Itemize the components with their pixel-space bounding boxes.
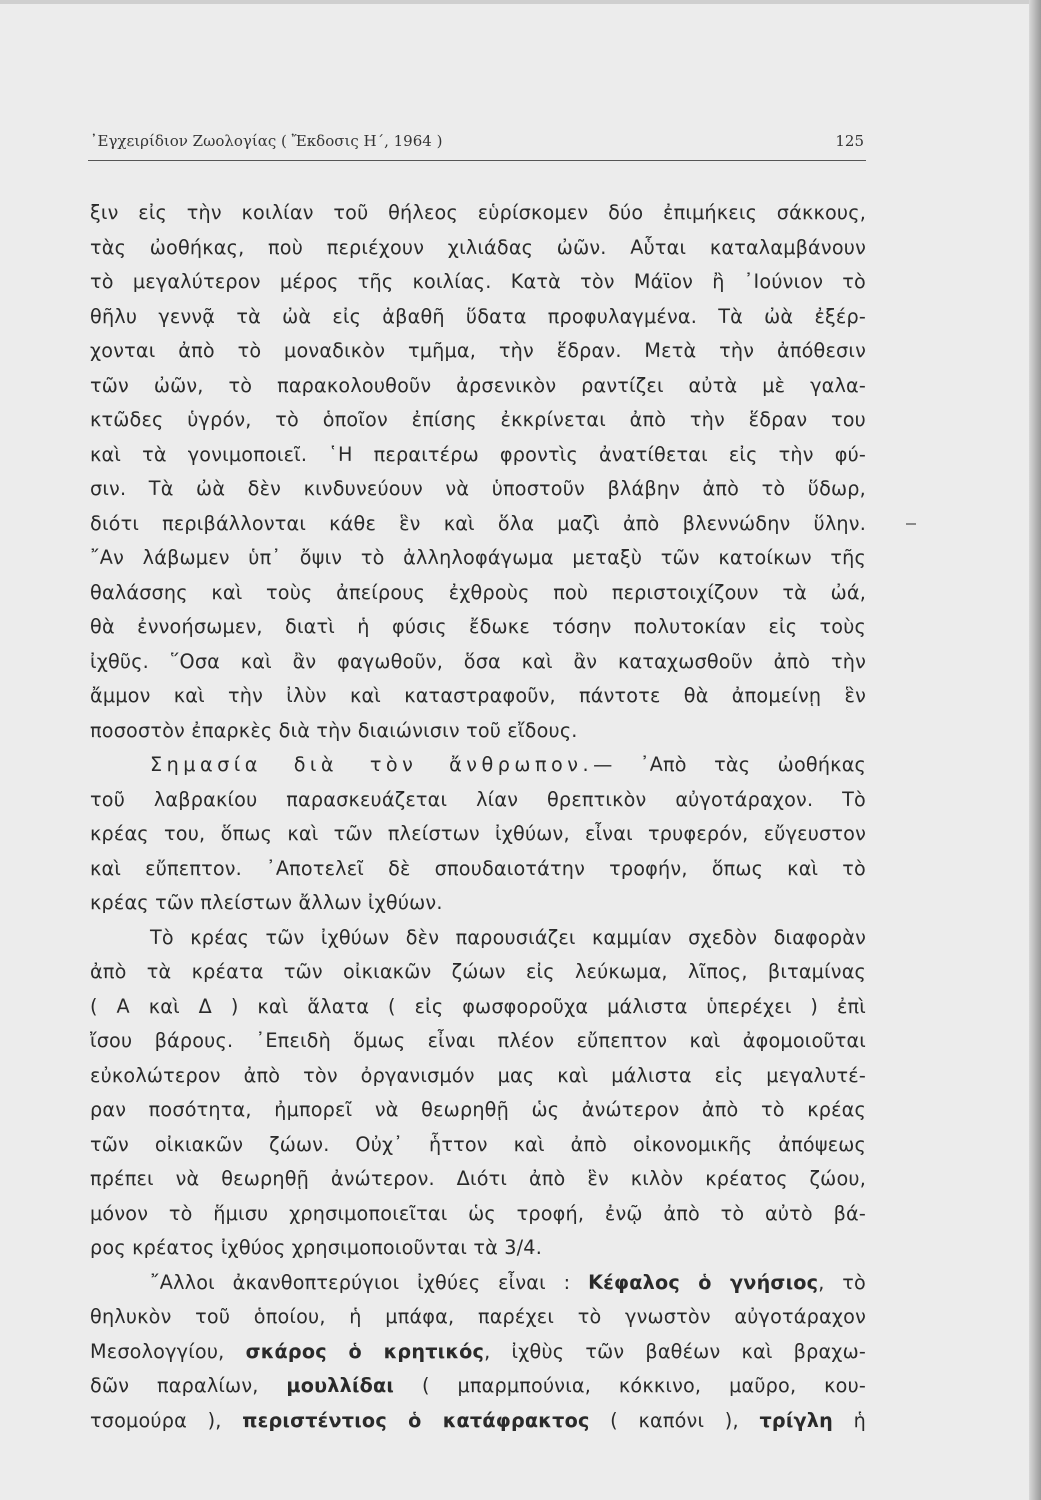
text-line: πρέπει νὰ θεωρηθῇ ἀνώτερον. Διότι ἀπὸ ἓν κιλὸν κρέατος ζώου,: [90, 1167, 866, 1190]
text-line: τοῦ λαβρακίου παρασκευάζεται λίαν θρεπτικὸν αὐγοτάραχον. Τὸ: [90, 787, 866, 811]
text-line: χονται ἀπὸ τὸ μοναδικὸν τμῆμα, τὴν ἕδραν. Μετὰ τὴν ἀπόθεσιν: [90, 339, 866, 362]
text-line: ξιν εἰς τὴν κοιλίαν τοῦ θήλεος εὑρίσκομεν δύο ἐπιμήκεις σάκκους,: [90, 201, 866, 224]
section-heading: Σημασία διὰ τὸν ἄνθρωπον.: [150, 753, 594, 776]
text-span: ( μπαρμπούνια, κόκκινο, μαῦρο, κου-: [394, 1374, 866, 1397]
text-line: ( Α καὶ Δ ) καὶ ἅλατα ( εἰς φωσφοροῦχα μάλιστα ὑπερέχει ) ἐπὶ: [90, 994, 866, 1018]
text-line: σιν. Τὰ ὠὰ δὲν κινδυνεύουν νὰ ὑποστοῦν βλάβην ἀπὸ τὸ ὕδωρ,: [90, 477, 866, 500]
text-line: ἰχθῦς. ῞Οσα καὶ ἂν φαγωθοῦν, ὅσα καὶ ἂν καταχωσθοῦν ἀπὸ τὴν: [90, 649, 866, 673]
page-right-edge: [1029, 0, 1041, 1500]
text-line: [90, 1266, 866, 1301]
text-line: μόνον τὸ ἥμισυ χρησιμοποιεῖται ὡς τροφή, ἐνῷ ἀπὸ τὸ αὐτὸ βά-: [90, 1201, 866, 1225]
species-name: σκάρος ὁ κρητικός: [245, 1339, 485, 1363]
text-line: ἄμμον καὶ τὴν ἰλὺν καὶ καταστραφοῦν, πάντοτε θὰ ἀπομείνῃ ἓν: [90, 684, 866, 707]
text-line: ῎Αν λάβωμεν ὑπ᾿ ὄψιν τὸ ἀλληλοφάγωμα μεταξὺ τῶν κατοίκων τῆς: [90, 546, 866, 569]
header-title: ᾿Εγχειρίδιον Ζωολογίας ( Ἔκδοσις Η΄, 1964 ): [90, 132, 443, 150]
section-heading-line: [90, 748, 866, 783]
text-span: τσομούρα ),: [90, 1408, 243, 1432]
text-line: [90, 1369, 866, 1404]
text-line: θῆλυ γεννᾷ τὰ ὠὰ εἰς ἀβαθῆ ὕδατα προφυλαγμένα. Τὰ ὠὰ ἐξέρ-: [90, 304, 866, 328]
text-line: τὸ μεγαλύτερον μέρος τῆς κοιλίας. Κατὰ τὸν Μάϊον ἢ ᾿Ιούνιον τὸ: [90, 270, 866, 293]
text-span: — ᾿Απὸ τὰς ὠοθήκας: [593, 753, 867, 776]
text-line: ἴσου βάρους. ᾿Επειδὴ ὅμως εἶναι πλέον εὔπεπτον καὶ ἀφομοιοῦται: [90, 1029, 866, 1052]
text-span: ἡ: [832, 1408, 866, 1432]
text-span: , τὸ: [818, 1270, 866, 1294]
page-number: 125: [835, 132, 864, 150]
text-span: δῶν παραλίων,: [90, 1374, 287, 1397]
text-line: διότι περιβάλλονται κάθε ἓν καὶ ὅλα μαζὶ ἀπὸ βλεννώδην ὕλην.: [90, 511, 866, 535]
text-line: θαλάσσης καὶ τοὺς ἀπείρους ἐχθροὺς ποὺ περιστοιχίζουν τὰ ὠά,: [90, 580, 866, 604]
text-line: [90, 1404, 866, 1439]
header-rule: [88, 160, 866, 161]
text-line: ρος κρέατος ἰχθύος χρησιμοποιοῦνται τὰ 3/4.: [90, 1236, 542, 1259]
body-text: [90, 196, 866, 1438]
text-line: [90, 1335, 866, 1370]
species-name: Κέφαλος ὁ γνήσιος: [588, 1270, 819, 1294]
text-span: ῎Αλλοι ἀκανθοπτερύγιοι ἰχθύες εἶναι :: [150, 1270, 589, 1294]
text-line: ἀπὸ τὰ κρέατα τῶν οἰκιακῶν ζώων εἰς λεύκωμα, λῖπος, βιταμίνας: [90, 960, 866, 983]
text-line: κρέας τῶν πλείστων ἄλλων ἰχθύων.: [90, 891, 443, 914]
text-line: κρέας του, ὅπως καὶ τῶν πλείστων ἰχθύων, εἶναι τρυφερόν, εὔγευστον: [90, 822, 866, 845]
margin-mark: [906, 523, 916, 525]
text-line: θὰ ἐννοήσωμεν, διατὶ ἡ φύσις ἔδωκε τόσην πολυτοκίαν εἰς τοὺς: [90, 615, 866, 638]
text-span: , ἰχθὺς τῶν βαθέων καὶ βραχω-: [484, 1339, 866, 1363]
species-name: μουλλίδαι: [286, 1374, 395, 1397]
text-line: κτῶδες ὑγρόν, τὸ ὁποῖον ἐπίσης ἐκκρίνεται ἀπὸ τὴν ἕδραν του: [90, 408, 866, 431]
text-line: εὐκολώτερον ἀπὸ τὸν ὀργανισμόν μας καὶ μάλιστα εἰς μεγαλυτέ-: [90, 1063, 866, 1087]
text-line: ραν ποσότητα, ἠμπορεῖ νὰ θεωρηθῇ ὡς ἀνώτερον ἀπὸ τὸ κρέας: [90, 1098, 866, 1121]
text-span: ( καπόνι ),: [589, 1408, 760, 1432]
text-line: θηλυκὸν τοῦ ὁποίου, ἡ μπάφα, παρέχει τὸ γνωστὸν αὐγοτάραχον: [90, 1305, 866, 1328]
page-top-edge: [0, 0, 1041, 4]
text-line: καὶ εὔπεπτον. ᾿Αποτελεῖ δὲ σπουδαιοτάτην τροφήν, ὅπως καὶ τὸ: [90, 856, 866, 880]
text-line: τὰς ὠοθήκας, ποὺ περιέχουν χιλιάδας ὠῶν. Αὗται καταλαμβάνουν: [90, 235, 866, 259]
text-line: καὶ τὰ γονιμοποιεῖ. ῾Η περαιτέρω φροντὶς ἀνατίθεται εἰς τὴν φύ-: [90, 442, 866, 466]
text-span: Μεσολογγίου,: [90, 1339, 246, 1363]
text-line: Τὸ κρέας τῶν ἰχθύων δὲν παρουσιάζει καμμίαν σχεδὸν διαφορὰν: [150, 925, 866, 949]
species-name: τρίγλη: [759, 1408, 833, 1432]
text-line: ποσοστὸν ἐπαρκὲς διὰ τὴν διαιώνισιν τοῦ εἴδους.: [90, 718, 578, 742]
running-header: [90, 132, 864, 154]
text-line: τῶν οἰκιακῶν ζώων. Οὐχ᾿ ἧττον καὶ ἀπὸ οἰκονομικῆς ἀπόψεως: [90, 1132, 866, 1156]
species-name: περιστέντιος ὁ κατάφρακτος: [242, 1408, 590, 1432]
text-line: τῶν ὠῶν, τὸ παρακολουθοῦν ἀρσενικὸν ραντίζει αὐτὰ μὲ γαλα-: [90, 373, 866, 397]
